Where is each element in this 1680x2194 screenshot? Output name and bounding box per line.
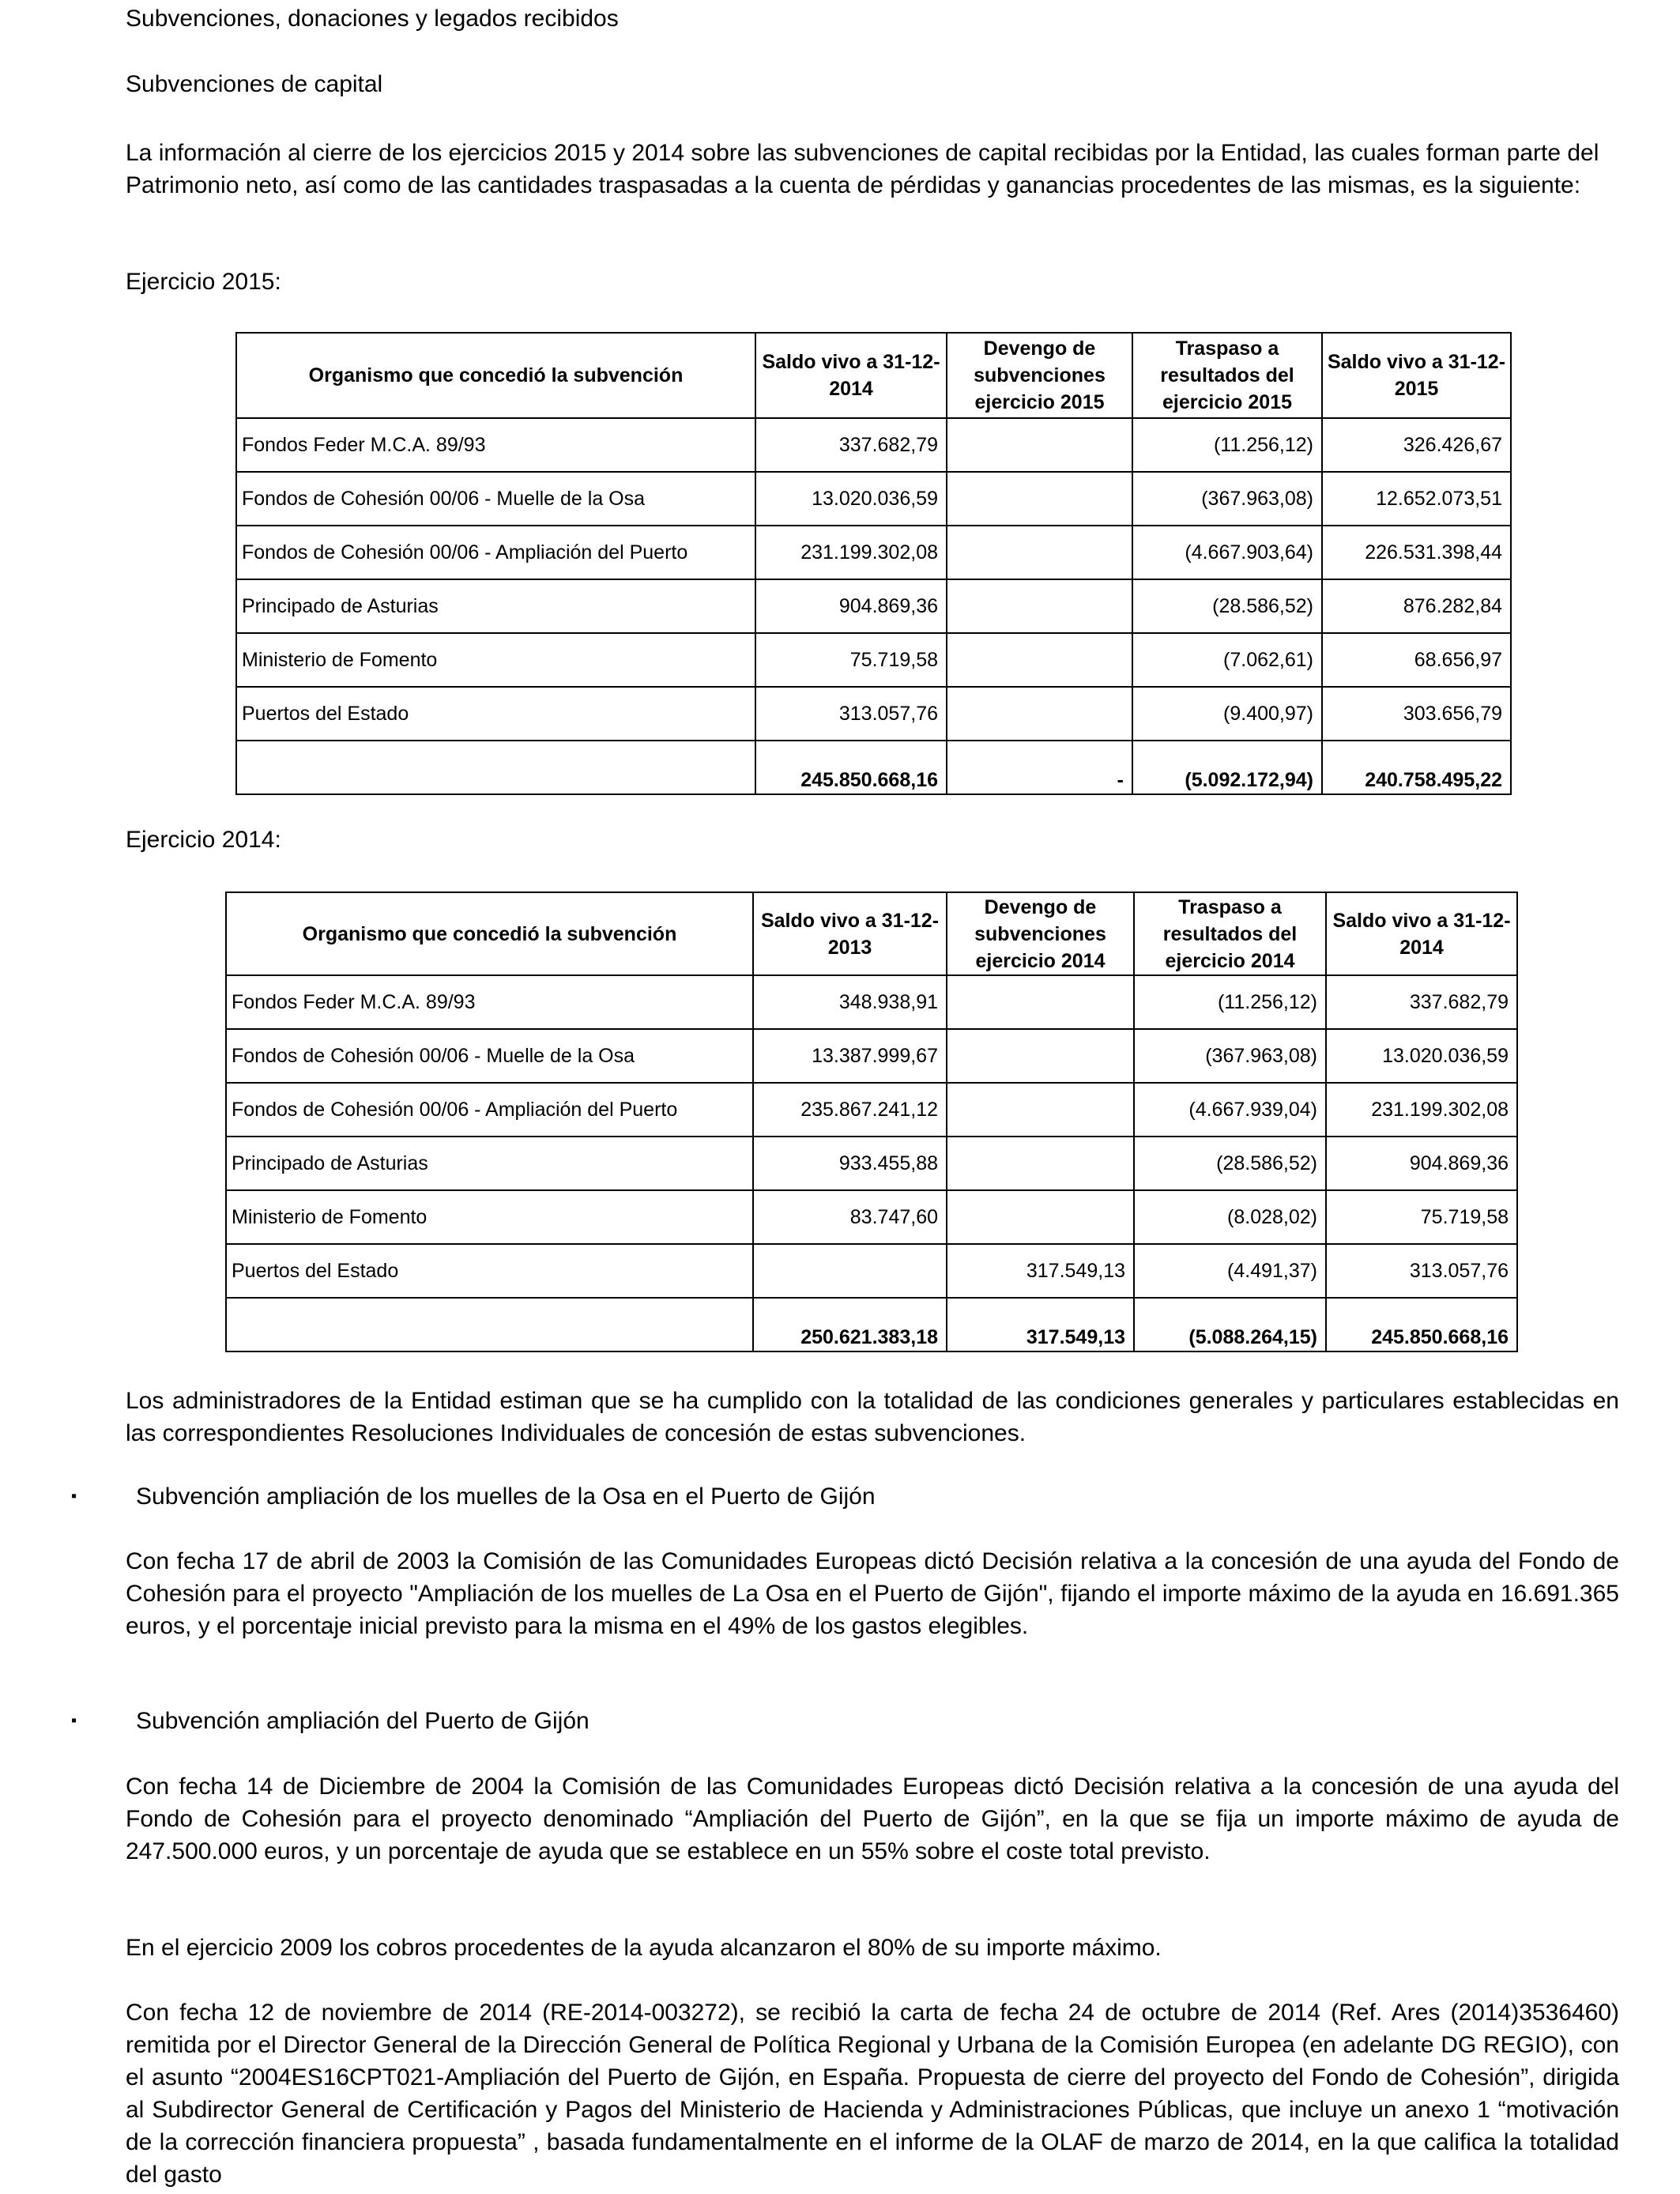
value-cell: [947, 579, 1132, 633]
column-header: Organismo que concedió la subvención: [226, 892, 753, 975]
value-cell: 231.199.302,08: [1326, 1083, 1517, 1137]
value-cell: 317.549,13: [947, 1244, 1134, 1298]
paragraph-2009: En el ejercicio 2009 los cobros procedentes de la ayuda alcanzaron el 80% de su importe máximo.: [126, 1935, 1162, 1961]
value-cell: 13.020.036,59: [755, 472, 947, 526]
value-cell: 337.682,79: [755, 418, 947, 472]
column-header: Devengo de subvenciones ejercicio 2014: [947, 892, 1134, 975]
column-header: Traspaso a resultados del ejercicio 2014: [1134, 892, 1326, 975]
total-label-cell: [236, 741, 755, 794]
value-cell: (7.062,61): [1132, 633, 1322, 687]
value-cell: 313.057,76: [755, 687, 947, 741]
organism-cell: Principado de Asturias: [236, 579, 755, 633]
value-cell: (11.256,12): [1134, 975, 1326, 1029]
organism-cell: Puertos del Estado: [236, 687, 755, 741]
value-cell: [947, 418, 1132, 472]
value-cell: 231.199.302,08: [755, 526, 947, 579]
table-row: [236, 418, 1511, 472]
total-cell: -: [947, 741, 1132, 794]
value-cell: (8.028,02): [1134, 1190, 1326, 1244]
compliance-paragraph: Los administradores de la Entidad estiman que se ha cumplido con la totalidad de las condiciones generales y particulares establecidas en las correspondientes Resoluciones Individuales de concesión de estas subvenciones.: [126, 1388, 1619, 1446]
value-cell: [947, 526, 1132, 579]
value-cell: 75.719,58: [755, 633, 947, 687]
value-cell: (367.963,08): [1134, 1029, 1326, 1083]
total-cell: 245.850.668,16: [755, 741, 947, 794]
table-row: [236, 526, 1511, 579]
value-cell: (4.491,37): [1134, 1244, 1326, 1298]
organism-cell: Fondos de Cohesión 00/06 - Ampliación del Puerto: [236, 526, 755, 579]
total-cell: (5.088.264,15): [1134, 1298, 1326, 1351]
value-cell: 313.057,76: [1326, 1244, 1517, 1298]
value-cell: [947, 1029, 1134, 1083]
column-header: Saldo vivo a 31-12-2015: [1322, 333, 1511, 418]
value-cell: 933.455,88: [753, 1137, 947, 1190]
value-cell: [947, 687, 1132, 741]
value-cell: 226.531.398,44: [1322, 526, 1511, 579]
value-cell: 904.869,36: [1326, 1137, 1517, 1190]
table-header-row: [236, 333, 1511, 418]
table-row: [226, 1137, 1517, 1190]
bullet-heading-osa: Subvención ampliación de los muelles de la Osa en el Puerto de Gijón: [136, 1483, 876, 1510]
total-cell: 317.549,13: [947, 1298, 1134, 1351]
value-cell: 348.938,91: [753, 975, 947, 1029]
total-cell: (5.092.172,94): [1132, 741, 1322, 794]
subsidy-table-2015: [235, 332, 1512, 795]
value-cell: [947, 1083, 1134, 1137]
bullet-square-icon: ▪: [71, 1712, 77, 1729]
table-header-row: [226, 892, 1517, 975]
value-cell: 75.719,58: [1326, 1190, 1517, 1244]
column-header: Devengo de subvenciones ejercicio 2015: [947, 333, 1132, 418]
value-cell: [753, 1244, 947, 1298]
value-cell: [947, 633, 1132, 687]
organism-cell: Fondos Feder M.C.A. 89/93: [226, 975, 753, 1029]
value-cell: 326.426,67: [1322, 418, 1511, 472]
organism-cell: Ministerio de Fomento: [226, 1190, 753, 1244]
column-header: Saldo vivo a 31-12-2014: [755, 333, 947, 418]
total-row: [236, 741, 1511, 794]
total-cell: 245.850.668,16: [1326, 1298, 1517, 1351]
table-row: [236, 579, 1511, 633]
organism-cell: Fondos Feder M.C.A. 89/93: [236, 418, 755, 472]
organism-cell: Puertos del Estado: [226, 1244, 753, 1298]
table-row: [226, 1190, 1517, 1244]
value-cell: 13.020.036,59: [1326, 1029, 1517, 1083]
organism-cell: Fondos de Cohesión 00/06 - Ampliación del Puerto: [226, 1083, 753, 1137]
value-cell: 235.867.241,12: [753, 1083, 947, 1137]
value-cell: 904.869,36: [755, 579, 947, 633]
total-label-cell: [226, 1298, 753, 1351]
organism-cell: Fondos de Cohesión 00/06 - Muelle de la Osa: [226, 1029, 753, 1083]
value-cell: [947, 1190, 1134, 1244]
total-cell: 250.621.383,18: [753, 1298, 947, 1351]
paragraph-2014-letter: Con fecha 12 de noviembre de 2014 (RE-2014-003272), se recibió la carta de fecha 24 de octubre de 2014 (Ref. Ares (2014)3536460) remitida por el Director General de la Dirección General de Política Regional y Urbana de la Comisión Europea (en adelante DG REGIO), con el asunto “2004ES16CPT021-Ampliación del Puerto de Gijón, en España. Propuesta de cierre del proyecto del Fondo de Cohesión”, dirigida al Subdirector General de Certificación y Pagos del Ministerio de Hacienda y Administraciones Públicas, que incluye un anexo 1 “motivación de la corrección financiera propuesta” , basada fundamentalmente en el informe de la OLAF de marzo de 2014, en la que califica la totalidad del gasto: [126, 2000, 1619, 2188]
value-cell: [947, 472, 1132, 526]
organism-cell: Ministerio de Fomento: [236, 633, 755, 687]
table-row: [236, 472, 1511, 526]
table-row: [226, 1244, 1517, 1298]
puerto-paragraph: Con fecha 14 de Diciembre de 2004 la Comisión de las Comunidades Europeas dictó Decisión relativa a la concesión de una ayuda del Fondo de Cohesión para el proyecto denominado “Ampliación del Puerto de Gijón”, en la que se fija un importe máximo de ayuda de 247.500.000 euros, y un porcentaje de ayuda que se establece en un 55% sobre el coste total previsto.: [126, 1774, 1619, 1864]
table-row: [236, 633, 1511, 687]
value-cell: [947, 1137, 1134, 1190]
organism-cell: Principado de Asturias: [226, 1137, 753, 1190]
value-cell: 83.747,60: [753, 1190, 947, 1244]
value-cell: (4.667.903,64): [1132, 526, 1322, 579]
table-row: [226, 1083, 1517, 1137]
table-row: [236, 687, 1511, 741]
value-cell: (11.256,12): [1132, 418, 1322, 472]
column-header: Traspaso a resultados del ejercicio 2015: [1132, 333, 1322, 418]
value-cell: 337.682,79: [1326, 975, 1517, 1029]
total-cell: 240.758.495,22: [1322, 741, 1511, 794]
subsection-title: Subvenciones de capital: [126, 71, 383, 97]
bullet-heading-puerto: Subvención ampliación del Puerto de Gijón: [136, 1708, 590, 1734]
intro-paragraph: La información al cierre de los ejercicios 2015 y 2014 sobre las subvenciones de capital recibidas por la Entidad, las cuales forman parte del Patrimonio neto, así como de las cantidades traspasadas a la cuenta de pérdidas y ganancias procedentes de las mismas, es la siguiente:: [126, 140, 1599, 198]
total-row: [226, 1298, 1517, 1351]
table-2014-heading: Ejercicio 2014:: [126, 827, 281, 853]
value-cell: (4.667.939,04): [1134, 1083, 1326, 1137]
value-cell: (28.586,52): [1132, 579, 1322, 633]
value-cell: 68.656,97: [1322, 633, 1511, 687]
section-title: Subvenciones, donaciones y legados recibidos: [126, 6, 619, 32]
table-2015-heading: Ejercicio 2015:: [126, 269, 281, 295]
column-header: Organismo que concedió la subvención: [236, 333, 755, 418]
column-header: Saldo vivo a 31-12-2014: [1326, 892, 1517, 975]
value-cell: 13.387.999,67: [753, 1029, 947, 1083]
subsidy-table-2014: [225, 892, 1518, 1352]
value-cell: (28.586,52): [1134, 1137, 1326, 1190]
organism-cell: Fondos de Cohesión 00/06 - Muelle de la Osa: [236, 472, 755, 526]
value-cell: (367.963,08): [1132, 472, 1322, 526]
value-cell: 12.652.073,51: [1322, 472, 1511, 526]
value-cell: 876.282,84: [1322, 579, 1511, 633]
value-cell: (9.400,97): [1132, 687, 1322, 741]
osa-paragraph: Con fecha 17 de abril de 2003 la Comisión de las Comunidades Europeas dictó Decisión relativa a la concesión de una ayuda del Fondo de Cohesión para el proyecto "Ampliación de los muelles de La Osa en el Puerto de Gijón", fijando el importe máximo de la ayuda en 16.691.365 euros, y el porcentaje inicial previsto para la misma en el 49% de los gastos elegibles.: [126, 1548, 1619, 1639]
value-cell: 303.656,79: [1322, 687, 1511, 741]
table-row: [226, 1029, 1517, 1083]
table-row: [226, 975, 1517, 1029]
bullet-square-icon: ▪: [71, 1487, 77, 1505]
value-cell: [947, 975, 1134, 1029]
column-header: Saldo vivo a 31-12-2013: [753, 892, 947, 975]
